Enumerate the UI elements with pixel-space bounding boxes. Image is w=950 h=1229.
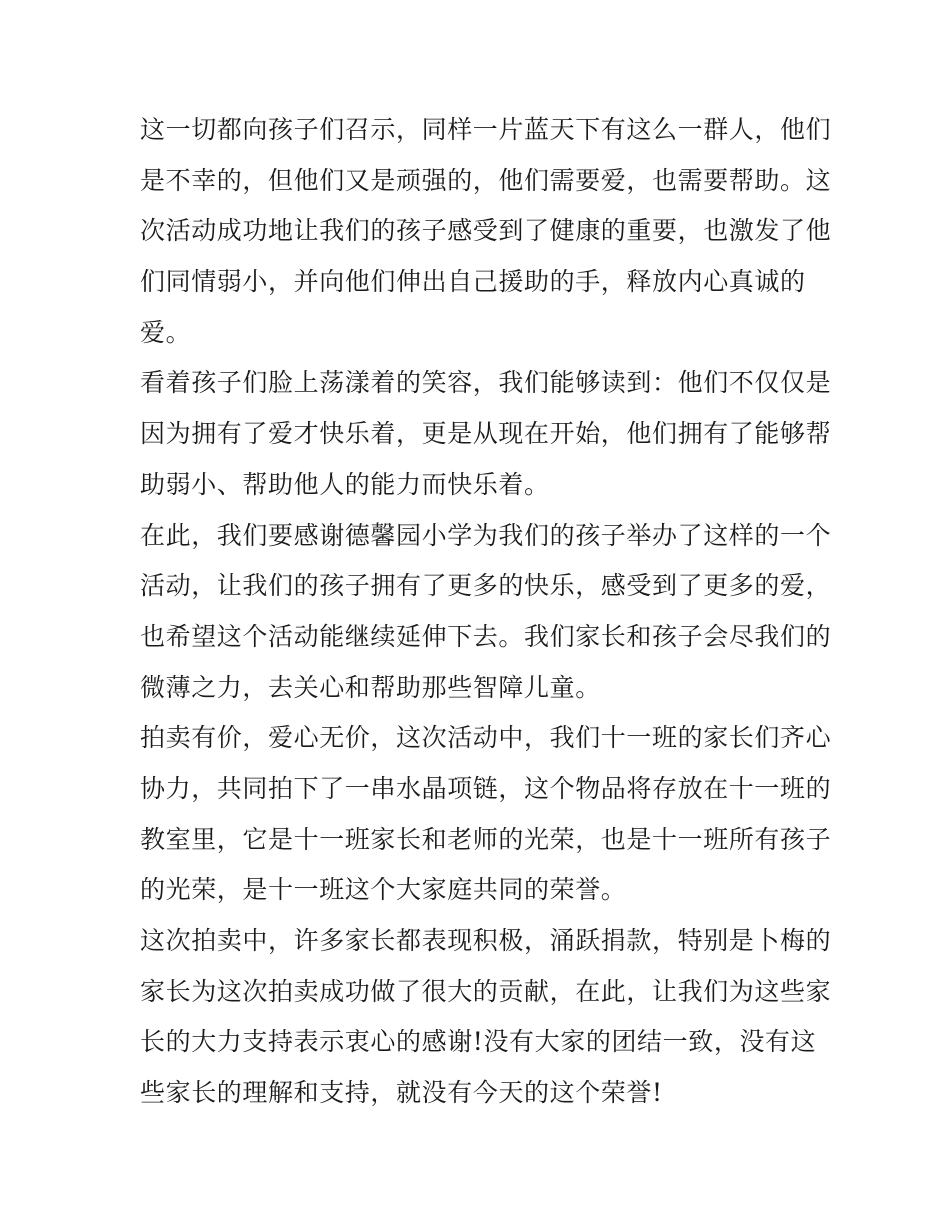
document-body <box>140 105 832 1119</box>
text-line: 也希望这个活动能继续延伸下去。我们家长和孩子会尽我们的 <box>140 621 832 651</box>
text-line: 次活动成功地让我们的孩子感受到了健康的重要，也激发了他 <box>140 216 832 246</box>
paragraph <box>140 713 832 916</box>
text-line: 拍卖有价，爱心无价，这次活动中，我们十一班的家长们齐心 <box>140 723 832 753</box>
text-line: 些家长的理解和支持，就没有今天的这个荣誉! <box>140 1078 663 1108</box>
text-line: 这次拍卖中，许多家长都表现积极，涌跃捐款，特别是卜梅的 <box>140 926 832 955</box>
paragraph <box>140 511 832 714</box>
text-line: 爱。 <box>140 317 192 347</box>
text-line: 是不幸的，但他们又是顽强的，他们需要爱，也需要帮助。这 <box>140 165 832 195</box>
text-line: 看着孩子们脸上荡漾着的笑容，我们能够读到：他们不仅仅是 <box>140 368 832 398</box>
text-line: 这一切都向孩子们召示，同样一片蓝天下有这么一群人，他们 <box>140 115 832 144</box>
paragraph <box>140 358 832 510</box>
text-line: 的光荣，是十一班这个大家庭共同的荣誉。 <box>140 875 627 905</box>
text-line: 微薄之力，去关心和帮助那些智障儿童。 <box>140 672 601 702</box>
paragraph <box>140 105 832 358</box>
text-line: 在此，我们要感谢德馨园小学为我们的孩子举办了这样的一个 <box>140 520 832 550</box>
text-line: 长的大力支持表示衷心的感谢!没有大家的团结一致，没有这 <box>140 1027 817 1057</box>
text-line: 因为拥有了爱才快乐着，更是从现在开始，他们拥有了能够帮 <box>140 419 832 449</box>
text-line: 活动，让我们的孩子拥有了更多的快乐，感受到了更多的爱， <box>140 571 832 601</box>
text-line: 协力，共同拍下了一串水晶项链，这个物品将存放在十一班的 <box>140 773 832 803</box>
paragraph <box>140 916 832 1119</box>
text-line: 助弱小、帮助他人的能力而快乐着。 <box>140 469 550 499</box>
text-line: 家长为这次拍卖成功做了很大的贡献，在此，让我们为这些家 <box>140 976 832 1006</box>
text-line: 教室里，它是十一班家长和老师的光荣，也是十一班所有孩子 <box>140 824 832 854</box>
text-line: 们同情弱小，并向他们伸出自己援助的手，释放内心真诚的 <box>140 267 806 297</box>
